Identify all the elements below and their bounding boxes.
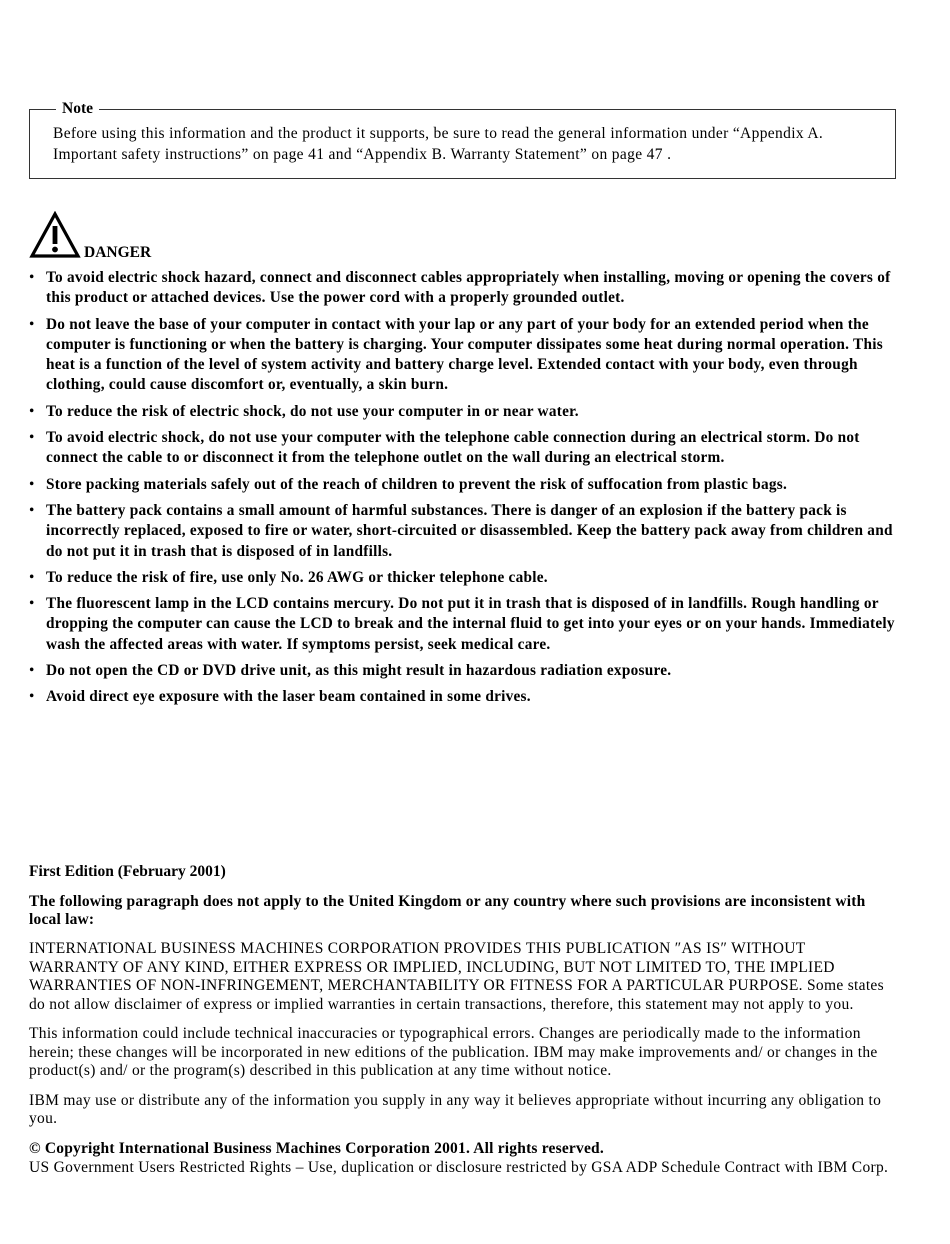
bullet: • bbox=[29, 501, 35, 519]
bullet: • bbox=[29, 595, 35, 613]
danger-item bbox=[29, 687, 895, 707]
danger-item-text: Avoid direct eye exposure with the laser beam contained in some drives. bbox=[46, 688, 531, 706]
danger-item bbox=[29, 594, 895, 655]
danger-item bbox=[29, 661, 895, 681]
changes-paragraph: This information could include technical inaccuracies or typographical errors. Changes are periodically made to the information herein; these changes will be incorporated in new editions of the publication. IBM may make improvements and/ or changes in the product(s) and/ or the program(s) described in this publication at any time without notice. bbox=[29, 1025, 878, 1079]
danger-item bbox=[29, 315, 895, 396]
danger-item-text: Do not leave the base of your computer in contact with your lap or any part of your body for an extended period when the computer is functioning or when the battery is charging. Your computer dissipates some heat during normal operation. This heat is a function of the level of system activity and battery charge level. Extended contact with your body, even through clothing, could cause discomfort or, eventually, a skin burn. bbox=[46, 315, 883, 394]
note-box bbox=[29, 100, 896, 179]
note-label: Note bbox=[56, 100, 99, 118]
danger-item bbox=[29, 501, 895, 562]
danger-item-text: To reduce the risk of electric shock, do not use your computer in or near water. bbox=[46, 402, 579, 420]
danger-item-text: The battery pack contains a small amount of harmful substances. There is danger of an explosion if the battery pack is incorrectly replaced, exposed to fire or water, short-circuited or disassembled. Keep the battery pack away from children and do not put it in trash that is disposed of in landfills. bbox=[46, 501, 893, 560]
note-text: Before using this information and the product it supports, be sure to read the general information under “Appendix A. Important safety instructions” on page 41 and “Appendix B. Warranty Statement” on page 47 . bbox=[53, 125, 824, 163]
danger-item-text: To reduce the risk of fire, use only No. 26 AWG or thicker telephone cable. bbox=[46, 568, 548, 586]
danger-item bbox=[29, 402, 895, 422]
bullet: • bbox=[29, 475, 35, 493]
bullet: • bbox=[29, 315, 35, 333]
bullet: • bbox=[29, 402, 35, 420]
danger-item bbox=[29, 568, 895, 588]
edition-notice bbox=[29, 862, 895, 1177]
danger-item-text: To avoid electric shock, do not use your computer with the telephone cable connection during an electrical storm. Do not connect the cable to or disconnect it from the telephone outlet on the wall during an electrical storm. bbox=[46, 429, 860, 467]
bullet: • bbox=[29, 568, 35, 586]
danger-item bbox=[29, 475, 895, 495]
danger-title: DANGER bbox=[84, 244, 152, 261]
bullet: • bbox=[29, 662, 35, 680]
warning-triangle-icon bbox=[29, 211, 81, 259]
warranty-paragraph: INTERNATIONAL BUSINESS MACHINES CORPORATION PROVIDES THIS PUBLICATION ″AS IS″ WITHOUT WARRANTY OF ANY KIND, EITHER EXPRESS OR IMPLIED, INCLUDING, BUT NOT LIMITED TO, THE IMPLIED WARRANTIES OF NON-INFRINGEMENT, MERCHANTABILITY OR FITNESS FOR A PARTICULAR PURPOSE. Some states do not allow disclaimer of express or implied warranties in certain transactions, therefore, this statement may not apply to you. bbox=[29, 940, 884, 1013]
danger-item-text: To avoid electric shock hazard, connect and disconnect cables appropriately when installing, moving or opening the covers of this product or attached devices. Use the power cord with a properly grounded outlet. bbox=[46, 269, 891, 307]
usage-paragraph: IBM may use or distribute any of the information you supply in any way it believes appropriate without incurring any obligation to you. bbox=[29, 1091, 882, 1127]
danger-item-text: The fluorescent lamp in the LCD contains mercury. Do not put it in trash that is disposed of in landfills. Rough handling or dropping the computer can cause the LCD to break and the internal fluid to get into your eyes or on your hands. Immediately wash the affected areas with water. If symptoms persist, seek medical care. bbox=[46, 595, 895, 653]
danger-item-text: Do not open the CD or DVD drive unit, as this might result in hazardous radiation exposure. bbox=[46, 662, 672, 680]
danger-list bbox=[29, 268, 895, 714]
danger-item bbox=[29, 428, 895, 469]
intro-paragraph: The following paragraph does not apply to the United Kingdom or any country where such provisions are inconsistent with local law: bbox=[29, 893, 866, 928]
bullet: • bbox=[29, 688, 35, 706]
bullet: • bbox=[29, 429, 35, 447]
danger-item bbox=[29, 268, 895, 309]
edition-title: First Edition (February 2001) bbox=[29, 863, 226, 880]
danger-item-text: Store packing materials safely out of the reach of children to prevent the risk of suffocation from plastic bags. bbox=[46, 475, 788, 493]
restricted-rights: US Government Users Restricted Rights – Use, duplication or disclosure restricted by GSA ADP Schedule Contract with IBM Corp. bbox=[29, 1159, 889, 1176]
bullet: • bbox=[29, 269, 35, 286]
copyright-line: © Copyright International Business Machines Corporation 2001. All rights reserved. bbox=[29, 1139, 604, 1157]
